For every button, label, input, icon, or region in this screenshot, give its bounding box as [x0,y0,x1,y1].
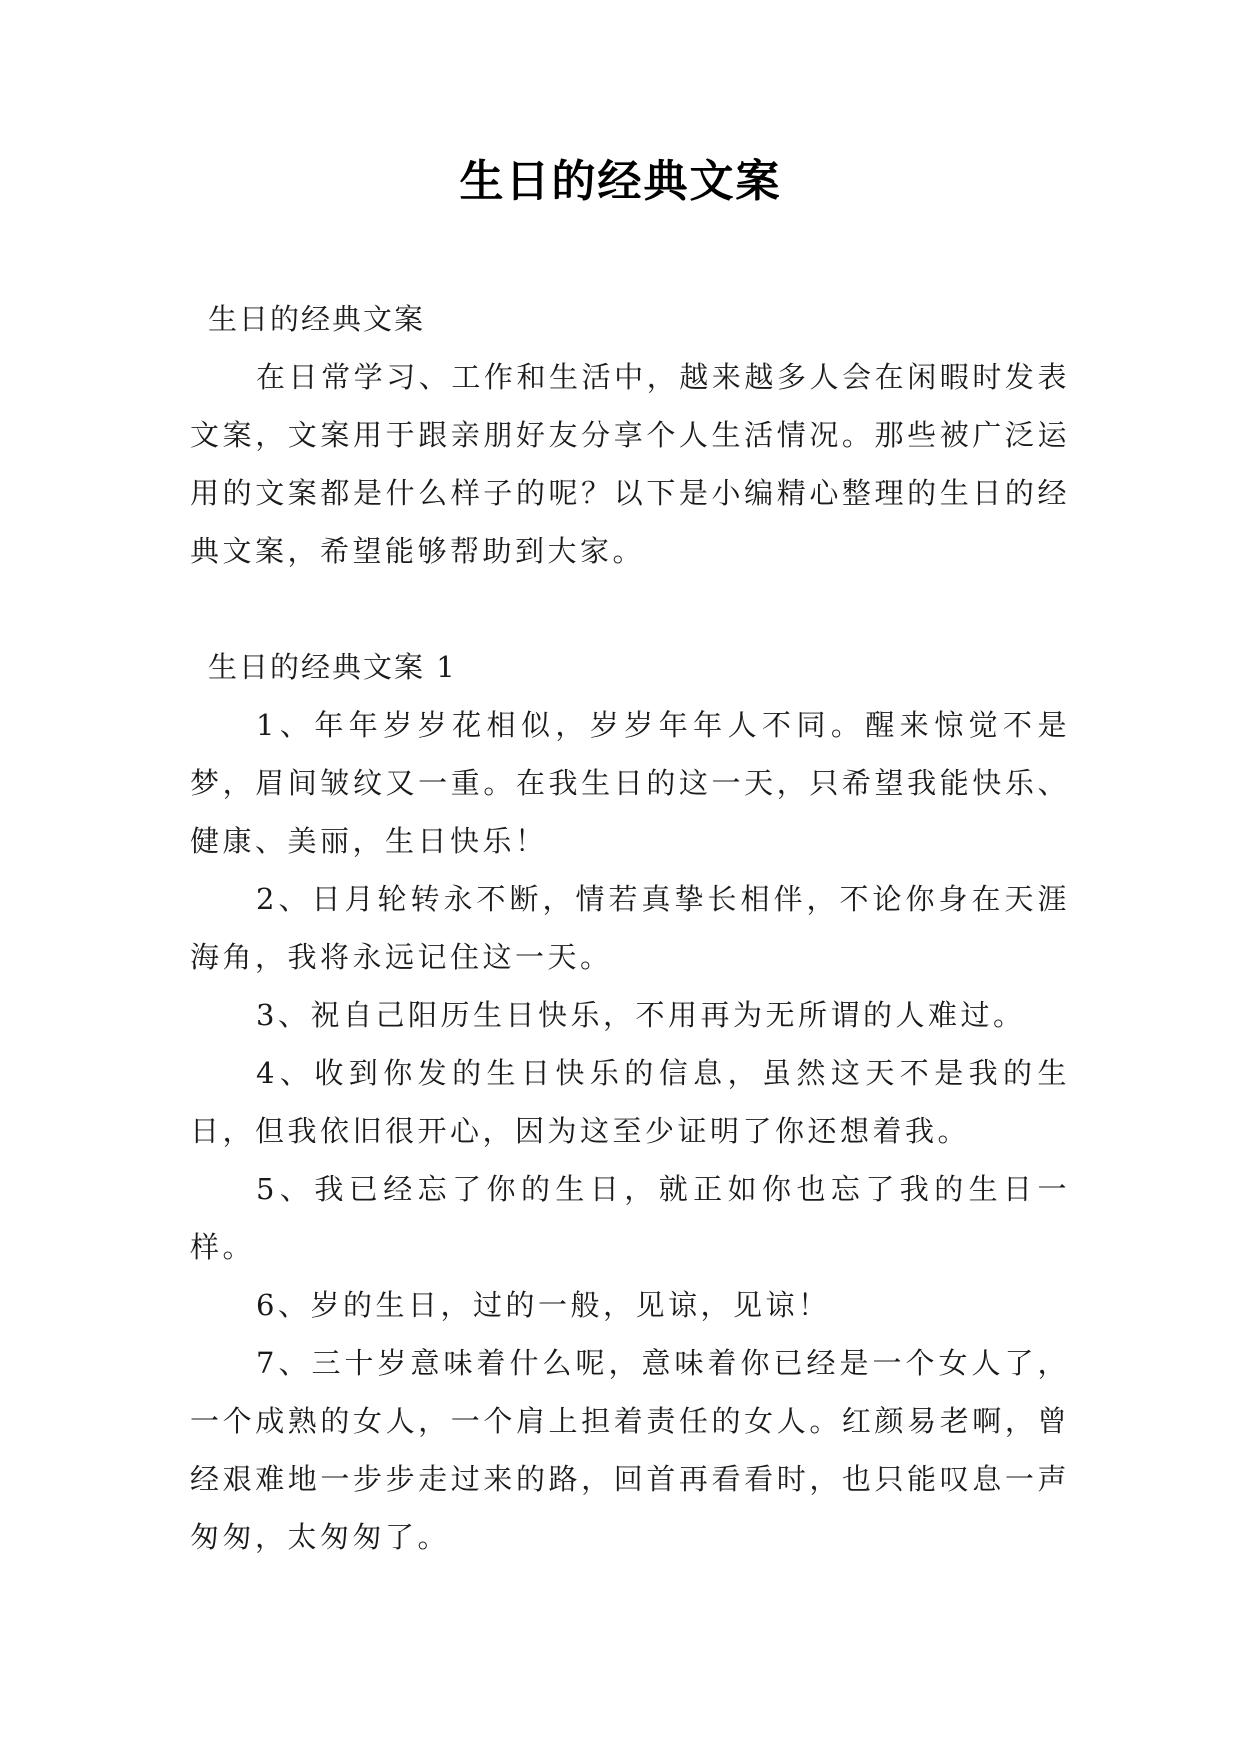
list-item-1: 1、年年岁岁花相似，岁岁年年人不同。醒来惊觉不是梦，眉间皱纹又一重。在我生日的这一天，只希望我能快乐、健康、美丽，生日快乐！ [190,708,1070,858]
list-item-6: 6、岁的生日，过的一般，见谅，见谅！ [256,1288,831,1322]
list-item-5: 5、我已经忘了你的生日，就正如你也忘了我的生日一样。 [190,1172,1070,1264]
document-title: 生日的经典文案 [459,156,782,207]
list-item-2: 2、日月轮转永不断，情若真挚长相伴，不论你身在天涯海角，我将永远记住这一天。 [190,882,1070,974]
list-item-3: 3、祝自己阳历生日快乐，不用再为无所谓的人难过。 [256,998,1026,1032]
list-item-7: 7、三十岁意味着什么呢，意味着你已经是一个女人了，一个成熟的女人，一个肩上担着责任的女人。红颜易老啊，曾经艰难地一步步走过来的路，回首再看看时，也只能叹息一声匆匆，太匆匆了。 [190,1346,1070,1554]
section-spacer [190,580,1070,638]
list-item-4: 4、收到你发的生日快乐的信息，虽然这天不是我的生日，但我依旧很开心，因为这至少证明了你还想着我。 [190,1056,1070,1148]
intro-paragraph: 在日常学习、工作和生活中，越来越多人会在闲暇时发表文案，文案用于跟亲朋好友分享个人生活情况。那些被广泛运用的文案都是什么样子的呢？以下是小编精心整理的生日的经典文案，希望能够帮助到大家。 [190,360,1070,568]
intro-heading: 生日的经典文案 [208,302,426,336]
document-body [190,290,1070,1566]
section-heading: 生日的经典文案 1 [208,650,457,684]
